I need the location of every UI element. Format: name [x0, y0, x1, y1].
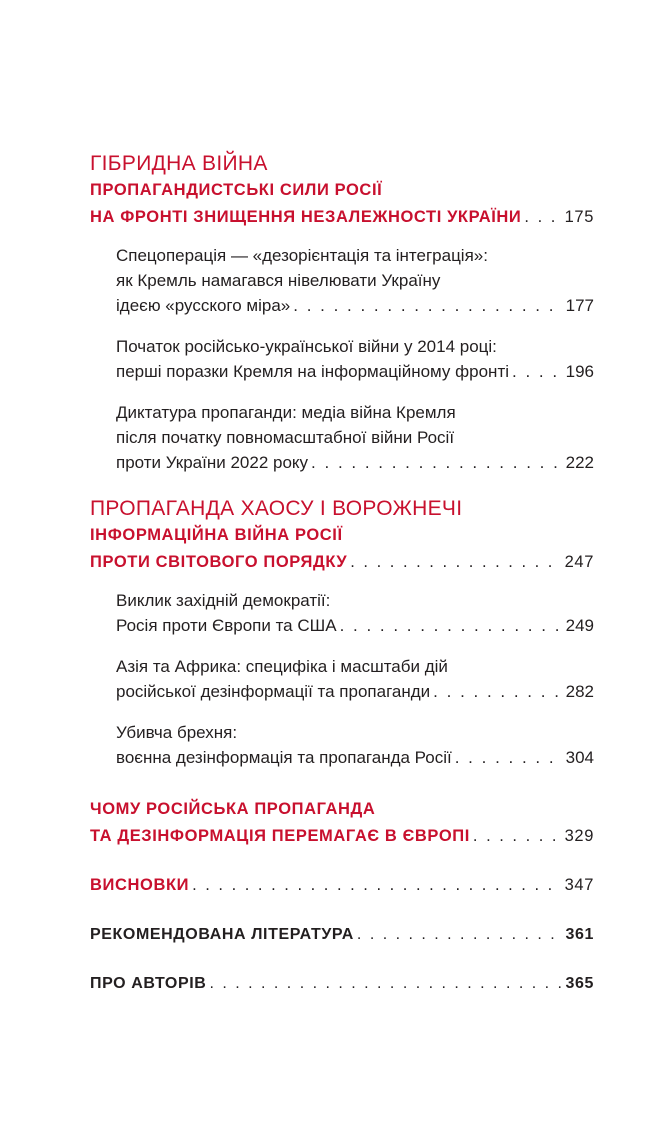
entry-text: Диктатура пропаганди: медіа війна Кремля	[116, 403, 456, 422]
toc-entry[interactable]	[116, 243, 594, 318]
entry-text: перші поразки Кремля на інформаційному фронті	[116, 362, 510, 381]
page-number: 329	[564, 827, 594, 845]
toc-entry[interactable]	[90, 204, 594, 231]
dot-leader	[455, 745, 562, 770]
dot-leader	[311, 450, 562, 475]
entry-text: після початку повномасштабної війни Росії	[116, 428, 455, 447]
dot-leader	[192, 872, 561, 899]
page-number: 347	[564, 876, 594, 894]
page-number: 177	[565, 296, 594, 315]
page-number: 361	[565, 926, 594, 943]
section-title: ТА ДЕЗІНФОРМАЦІЯ ПЕРЕМАГАЄ В ЄВРОПІ	[90, 827, 470, 845]
dot-leader	[433, 679, 561, 704]
table-of-contents	[90, 150, 594, 997]
entry-text: як Кремль намагався нівелювати Україну	[116, 271, 441, 290]
entry-text: Початок російсько-української війни у 2014 році:	[116, 337, 497, 356]
section-chaos-propaganda	[90, 495, 594, 770]
dot-leader	[340, 613, 562, 638]
entry-text: російської дезінформації та пропаганди	[116, 682, 431, 701]
section-title: ГІБРИДНА ВІЙНА	[90, 152, 268, 175]
section-title: ПРО АВТОРІВ	[90, 975, 207, 992]
entry-text: воєнна дезінформація та пропаганда Росії	[116, 748, 452, 767]
toc-entry[interactable]	[116, 654, 594, 704]
toc-entry-why[interactable]	[90, 796, 594, 850]
toc-entry[interactable]	[116, 588, 594, 638]
toc-entry[interactable]	[116, 334, 594, 384]
page-number: 222	[565, 453, 594, 472]
dot-leader	[209, 970, 561, 997]
section-subtitle: ПРОТИ СВІТОВОГО ПОРЯДКУ	[90, 553, 348, 571]
section-title: ПРОПАГАНДА ХАОСУ І ВОРОЖНЕЧІ	[90, 497, 463, 520]
toc-entry-conclusions[interactable]	[90, 872, 594, 899]
entry-text: Росія проти Європи та США	[116, 616, 337, 635]
page-number: 196	[565, 362, 594, 381]
dot-leader	[357, 921, 562, 948]
page-number: 249	[565, 616, 594, 635]
dot-leader	[524, 204, 560, 231]
section-title: ВИСНОВКИ	[90, 876, 190, 894]
dot-leader	[512, 359, 562, 384]
entry-text: Виклик західній демократії:	[116, 591, 331, 610]
page-number: 175	[564, 208, 594, 226]
page-number: 282	[565, 682, 594, 701]
section-hybrid-war	[90, 150, 594, 475]
toc-entry-literature[interactable]	[90, 921, 594, 948]
entry-text: Азія та Африка: специфіка і масштаби дій	[116, 657, 448, 676]
entry-text: Убивча брехня:	[116, 723, 238, 742]
page-number: 247	[564, 553, 594, 571]
dot-leader	[293, 293, 561, 318]
dot-leader	[350, 549, 560, 576]
entry-text: Спецоперація — «дезорієнтація та інтеграція»:	[116, 246, 488, 265]
toc-entry[interactable]	[90, 549, 594, 576]
section-subtitle: ПРОПАГАНДИСТСЬКІ СИЛИ РОСІЇ	[90, 181, 383, 199]
entry-text: ідеєю «русского міра»	[116, 296, 291, 315]
section-subtitle: ІНФОРМАЦІЙНА ВІЙНА РОСІЇ	[90, 526, 343, 544]
page-number: 365	[565, 975, 594, 992]
section-title: РЕКОМЕНДОВАНА ЛІТЕРАТУРА	[90, 926, 354, 943]
toc-entry[interactable]	[116, 720, 594, 770]
page-number: 304	[565, 748, 594, 767]
toc-entry-authors[interactable]	[90, 970, 594, 997]
toc-entry[interactable]	[116, 400, 594, 475]
entry-text: проти України 2022 року	[116, 453, 309, 472]
section-title: ЧОМУ РОСІЙСЬКА ПРОПАГАНДА	[90, 800, 376, 818]
section-subtitle: НА ФРОНТІ ЗНИЩЕННЯ НЕЗАЛЕЖНОСТІ УКРАЇНИ	[90, 208, 522, 226]
dot-leader	[473, 823, 561, 850]
